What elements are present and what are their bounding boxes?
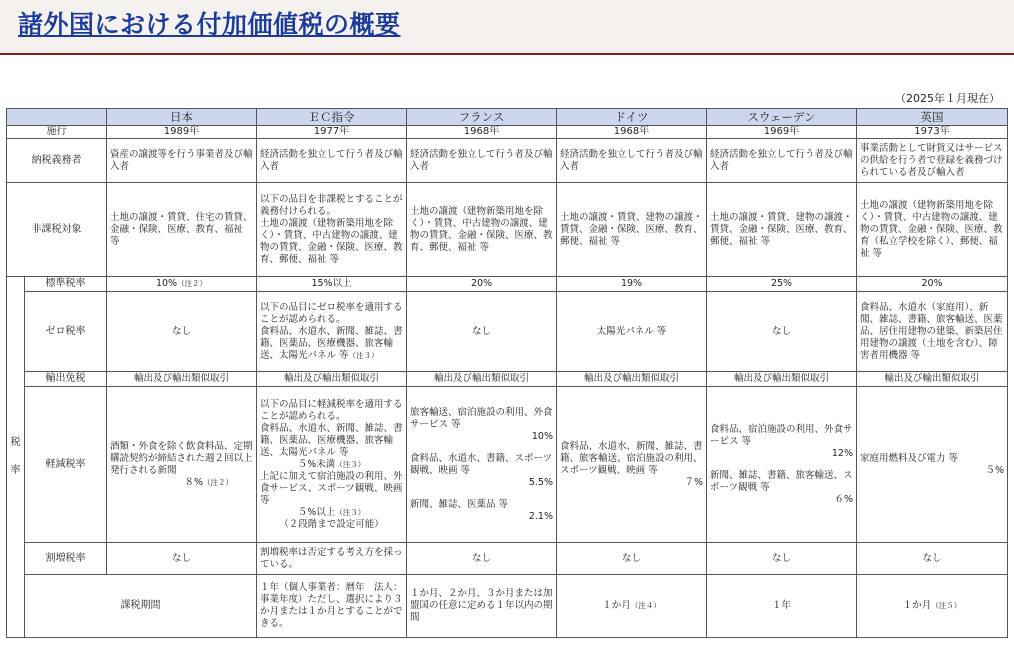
enforced-row: [7, 126, 1008, 139]
table-cell: なし: [107, 292, 257, 372]
table-cell: 経済活動を独立して行う者及び輸入者: [407, 139, 557, 183]
table-cell: 15%以上: [257, 277, 407, 292]
standard-rate-row: [7, 277, 1008, 292]
table-cell: なし: [407, 543, 557, 575]
table-cell: 家庭用燃料及び電力 等 ５%: [857, 387, 1008, 543]
row-label: 施行: [7, 126, 107, 139]
col-france: フランス: [407, 109, 557, 126]
col-germany: ドイツ: [557, 109, 707, 126]
table-cell: 経済活動を独立して行う者及び輸入者: [257, 139, 407, 183]
year-cell: 1968年: [407, 126, 557, 139]
vat-table-wrapper: [6, 108, 1007, 638]
row-label: 輸出免税: [25, 372, 107, 387]
table-cell: 食料品、水道水、新聞、雑誌、書籍、旅客輸送、宿泊施設の利用、スポーツ観戦、映画 等 ７%: [557, 387, 707, 543]
table-cell: 輸出及び輸出類似取引: [257, 372, 407, 387]
table-cell: 割増税率は否定する考え方を採っている。: [257, 543, 407, 575]
taxpayer-row: [7, 139, 1008, 183]
table-cell: なし: [107, 543, 257, 575]
table-cell: 土地の譲渡・賃貸、建物の譲渡・賃貸、金融・保険、医療、教育、郵便、福祉 等: [557, 183, 707, 277]
table-cell: 経済活動を独立して行う者及び輸入者: [707, 139, 857, 183]
as-of-date: （2025年１月現在）: [895, 92, 1000, 105]
row-label: 割増税率: [25, 543, 107, 575]
table-cell: 20%: [407, 277, 557, 292]
table-cell: なし: [857, 543, 1008, 575]
table-cell: なし: [707, 543, 857, 575]
table-cell: 土地の譲渡（建物新築用地を除く）・賃貸、中古建物の譲渡、建物の賃貸、金融・保険、医療、教育（私立学校を除く）、郵便、福祉 等: [857, 183, 1008, 277]
table-cell: なし: [407, 292, 557, 372]
year-cell: 1968年: [557, 126, 707, 139]
table-cell: １年（個人事業者：暦年 法人：事業年度）ただし、選択により３か月または１か月とすることができる。: [257, 575, 407, 638]
table-cell: 資産の譲渡等を行う事業者及び輸入者: [107, 139, 257, 183]
year-cell: 1973年: [857, 126, 1008, 139]
col-japan: 日本: [107, 109, 257, 126]
table-cell: 経済活動を独立して行う者及び輸入者: [557, 139, 707, 183]
vat-comparison-table: [6, 108, 1008, 638]
export-row: [7, 372, 1008, 387]
table-cell: 輸出及び輸出類似取引: [407, 372, 557, 387]
row-label: ゼロ税率: [25, 292, 107, 372]
col-ec: ＥＣ指令: [257, 109, 407, 126]
rate-group-label: 税 率: [7, 277, 25, 638]
table-cell: 10%$^{(注2)}$: [107, 277, 257, 292]
table-cell: １か月$^{(注4)}$: [557, 575, 707, 638]
row-label: 課税期間: [25, 575, 257, 638]
ec-exempt-detail: 土地の譲渡（建物新築用地を除く）・賃貸、中古建物の譲渡、建物の賃貸、金融・保険、医療、教育、郵便、福祉 等: [260, 217, 403, 265]
col-uk: 英国: [857, 109, 1008, 126]
table-cell: １年: [707, 575, 857, 638]
row-label: 標準税率: [25, 277, 107, 292]
col-sweden: スウェーデン: [707, 109, 857, 126]
table-cell: 旅客輸送、宿泊施設の利用、外食サービス 等 10% 食料品、水道水、書籍、スポーツ観戦、映画 等 5.5% 新聞、雑誌、医薬品 等 2.1%: [407, 387, 557, 543]
table-cell: 土地の譲渡（建物新築用地を除く）・賃貸、中古建物の譲渡、建物の賃貸、金融・保険、医療、教育、郵便、福祉 等: [407, 183, 557, 277]
table-cell: 土地の譲渡・賃貸、建物の譲渡・賃貸、金融・保険、医療、教育、郵便、福祉 等: [707, 183, 857, 277]
surcharge-row: [7, 543, 1008, 575]
table-cell: 輸出及び輸出類似取引: [857, 372, 1008, 387]
table-cell: 輸出及び輸出類似取引: [707, 372, 857, 387]
year-cell: 1969年: [707, 126, 857, 139]
table-cell: 以下の品目にゼロ税率を適用することが認められる。 食料品、水道水、新聞、雑誌、書籍、医薬品、医療機器、旅客輸送、太陽光パネル 等$^{(注3)}$: [257, 292, 407, 372]
table-cell: 輸出及び輸出類似取引: [107, 372, 257, 387]
reduced-rate-row: [7, 387, 1008, 543]
header-row: [7, 109, 1008, 126]
exempt-row: [7, 183, 1008, 277]
table-cell: なし: [557, 543, 707, 575]
row-label: 納税義務者: [7, 139, 107, 183]
year-cell: 1989年: [107, 126, 257, 139]
table-cell: 酒類・外食を除く飲食料品、定期購読契約が締結された週２回以上発行される新聞 ８%$^{(注2)}$: [107, 387, 257, 543]
table-cell: 食料品、宿泊施設の利用、外食サービス 等 12% 新聞、雑誌、書籍、旅客輸送、スポーツ観戦 等 ６%: [707, 387, 857, 543]
table-cell: 20%: [857, 277, 1008, 292]
table-cell: 25%: [707, 277, 857, 292]
table-cell: 輸出及び輸出類似取引: [557, 372, 707, 387]
table-cell: １か月、２か月、３か月または加盟国の任意に定める１年以内の期間: [407, 575, 557, 638]
ec-exempt-intro: 以下の品目を非課税とすることが義務付けられる。: [260, 193, 403, 217]
page-header: [0, 0, 1014, 55]
year-cell: 1977年: [257, 126, 407, 139]
table-cell: なし: [707, 292, 857, 372]
table-cell: 太陽光パネル 等: [557, 292, 707, 372]
table-cell: [257, 183, 407, 277]
zero-rate-row: [7, 292, 1008, 372]
table-cell: 19%: [557, 277, 707, 292]
page-title[interactable]: 諸外国における付加価値税の概要: [18, 10, 401, 39]
row-label: 軽減税率: [25, 387, 107, 543]
row-label: 非課税対象: [7, 183, 107, 277]
table-cell: １か月$^{(注5)}$: [857, 575, 1008, 638]
period-row: [7, 575, 1008, 638]
table-cell: 事業活動として財貨又はサービスの供給を行う者で登録を義務づけられている者及び輸入者: [857, 139, 1008, 183]
table-cell: 土地の譲渡・賃貸、住宅の賃貸、金融・保険、医療、教育、福祉 等: [107, 183, 257, 277]
corner-cell: [7, 109, 107, 126]
table-cell: 以下の品目に軽減税率を適用することが認められる。 食料品、水道水、新聞、雑誌、書籍、医薬品、医療機器、旅客輸送、太陽光パネル 等 ５%未満$^{(注3)}$ 上記に加えて宿泊施設の利用、外食サービス、スポーツ観戦、映画 等 ５%以上$^{(注3)}$ （２段階まで設定可能）: [257, 387, 407, 543]
table-cell: 食料品、水道水（家庭用）、新聞、雑誌、書籍、旅客輸送、医薬品、居住用建物の建築、新築居住用建物の譲渡（土地を含む）、障害者用機器 等: [857, 292, 1008, 372]
